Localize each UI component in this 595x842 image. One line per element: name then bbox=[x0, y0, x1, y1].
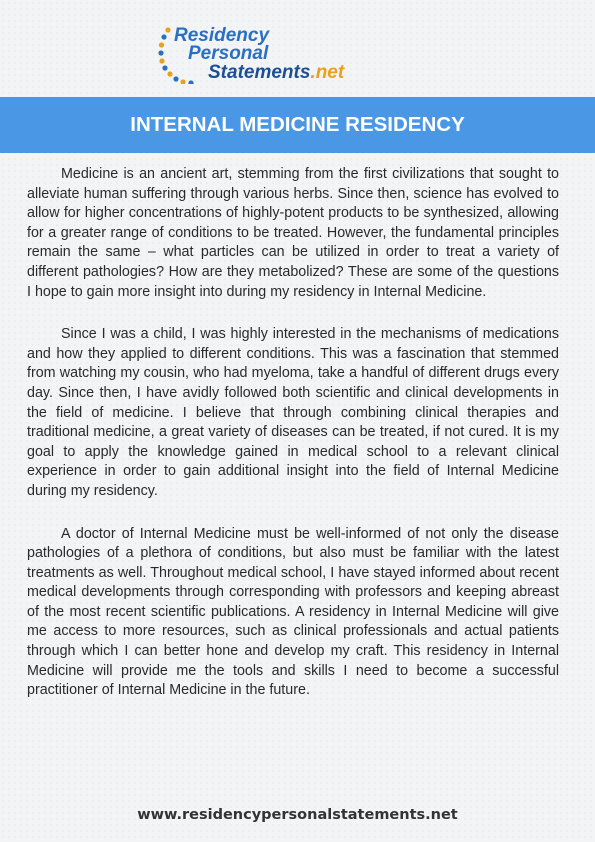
paragraph: Medicine is an ancient art, stemming from the first civilizations that sought to alleviate human suffering through various herbs. Since then, science has evolved to allow for higher concentrations of highly-potent products to be synthesized, allowing for a greater range of conditions to be treated. However, the fundamental principles remain the same – what particles can be utilized in order to treat a variety of different pathologies? How are they metabolized? These are some of the questions I hope to gain more insight into during my residency in Internal Medicine. bbox=[27, 166, 559, 300]
logo-line-3 bbox=[208, 63, 344, 82]
site-logo bbox=[158, 22, 428, 88]
statement-body bbox=[27, 165, 559, 724]
footer-url: www.residencypersonalstatements.net bbox=[137, 807, 458, 823]
logo-line-3-text: Statements bbox=[208, 62, 311, 83]
logo-tld: .net bbox=[310, 62, 345, 83]
page-title: INTERNAL MEDICINE RESIDENCY bbox=[130, 113, 465, 136]
title-banner bbox=[0, 97, 595, 153]
paragraph: A doctor of Internal Medicine must be well-informed of not only the disease pathologies of a plethora of conditions, but also must be familiar with the latest treatments as well. Throughout medical school, I have stayed informed about recent medical developments through corresponding with professors and keeping abreast of the most recent scientific publications. A residency in Internal Medicine will give me access to more resources, such as clinical professionals and actual patients through which I can better hone and develop my craft. This residency in Internal Medicine will provide me the tools and skills I need to become a successful practitioner of Internal Medicine in the future. bbox=[27, 525, 559, 699]
logo-line-1: Residency bbox=[174, 25, 270, 46]
paragraph: Since I was a child, I was highly interested in the mechanisms of medications and how they applied to different conditions. This was a fascination that stemmed from watching my cousin, who had myeloma, take a handful of different drugs every day. Since then, I have avidly followed both scientific and clinical developments in the field of medicine. I believe that through combining clinical therapies and traditional medicine, a great variety of diseases can be treated, if not cured. It is my goal to apply the knowledge gained in medical school to a relevant clinical experience in order to gain additional insight into the field of Internal Medicine during my residency. bbox=[27, 326, 559, 499]
logo-line-2: Personal bbox=[188, 43, 269, 64]
